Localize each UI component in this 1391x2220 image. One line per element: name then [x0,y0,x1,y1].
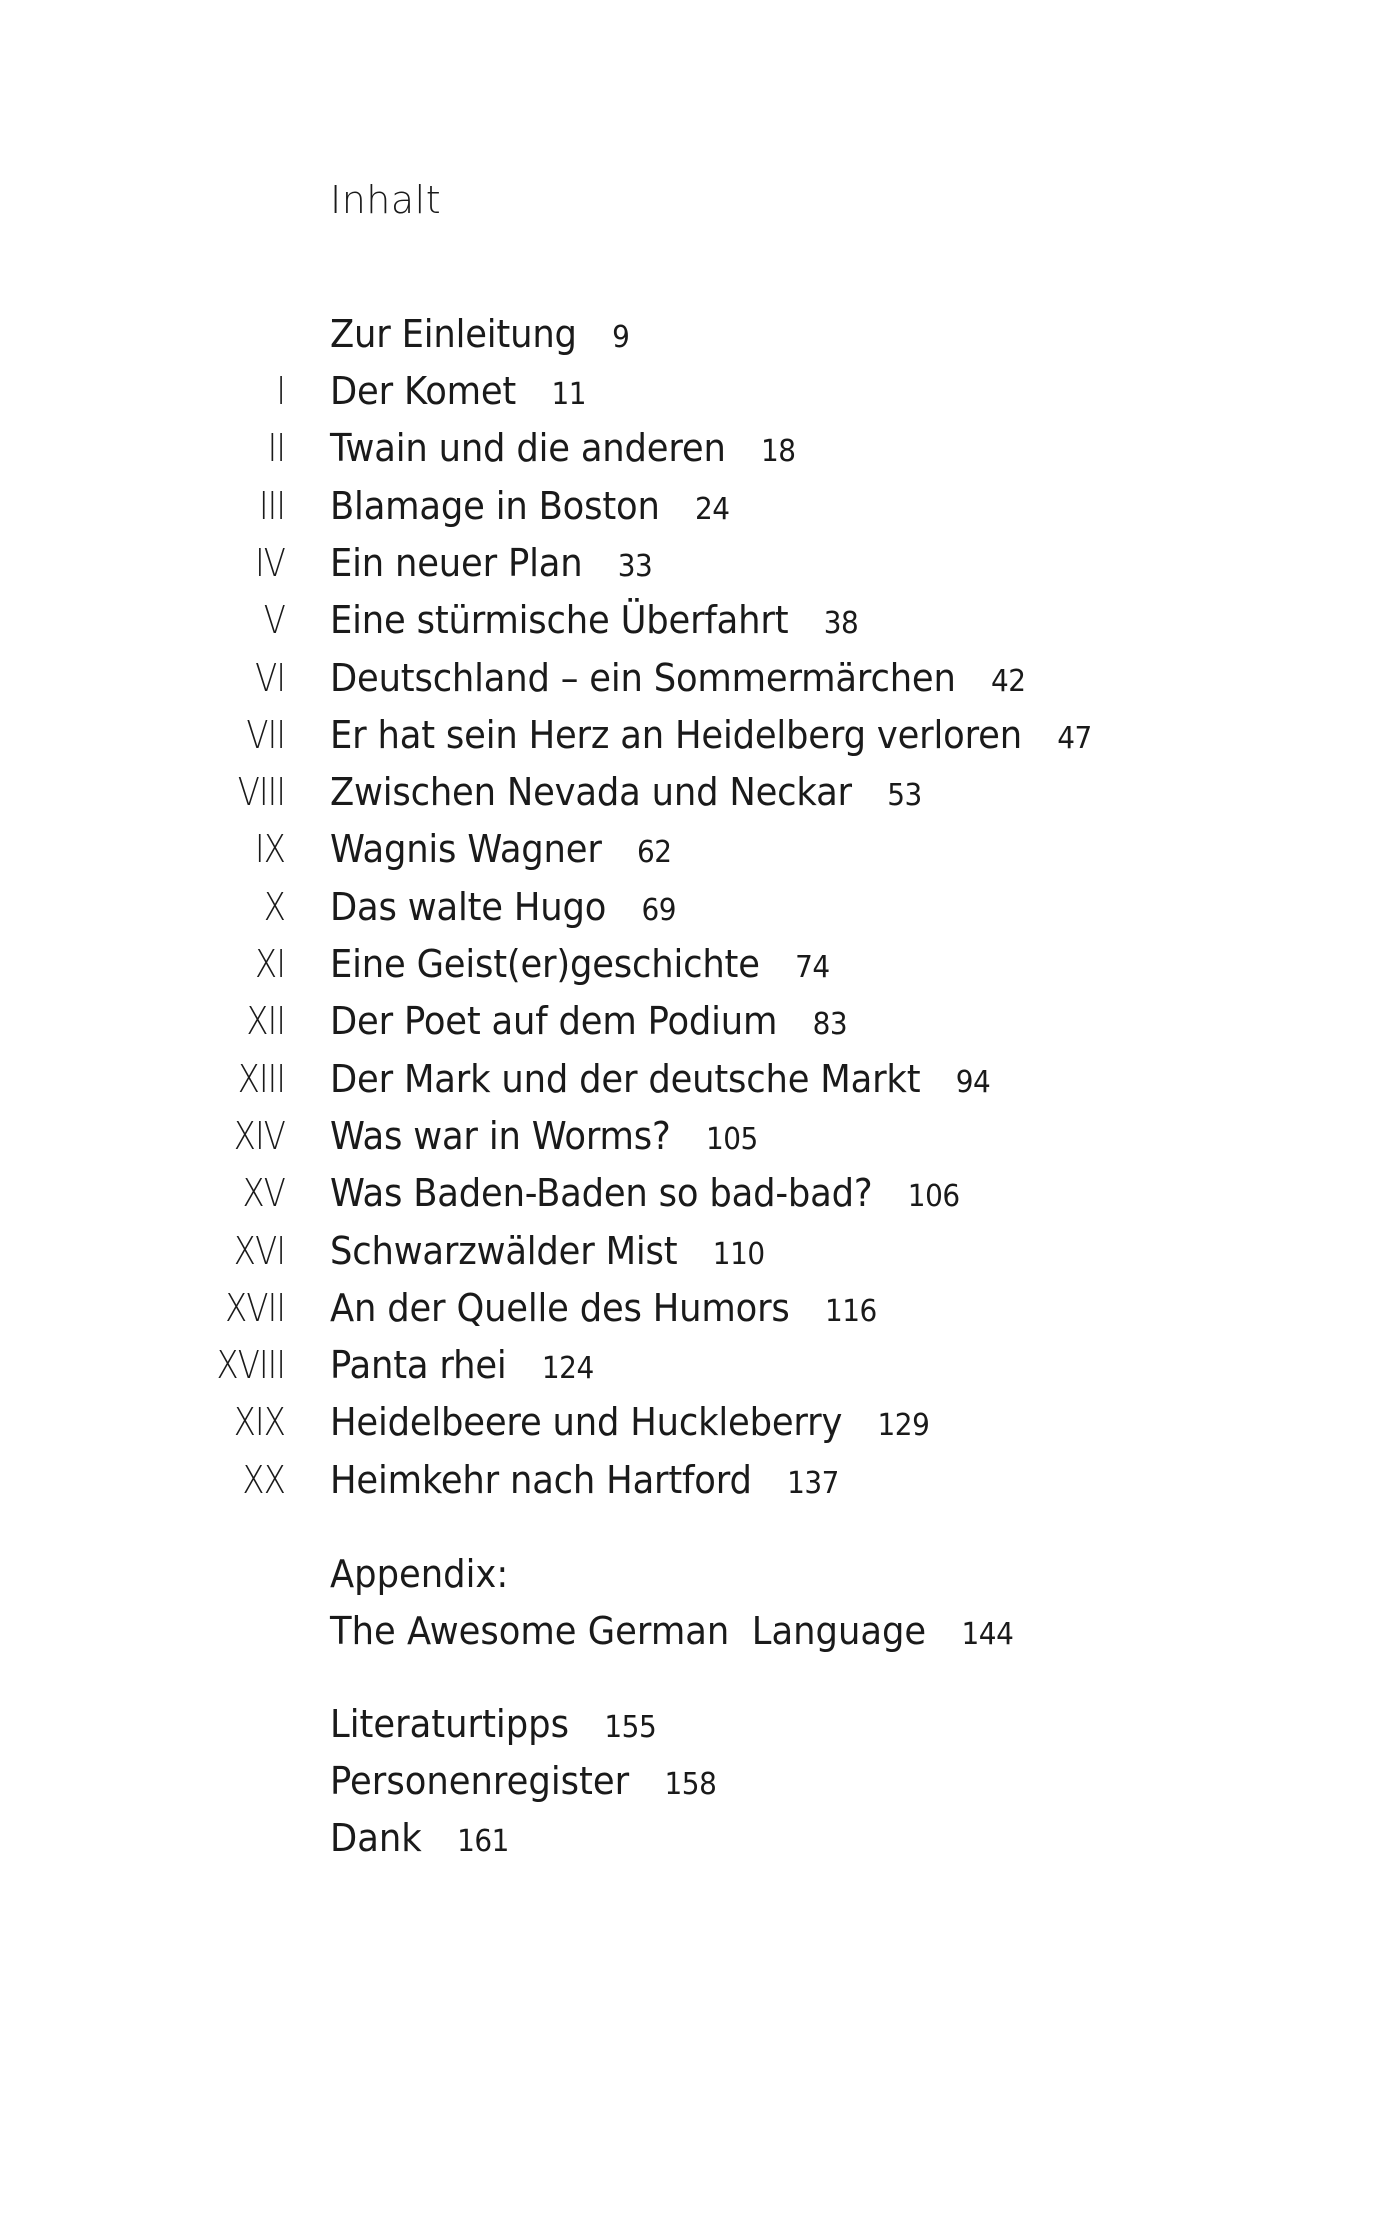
page-number: 161 [457,1824,509,1859]
chapter-numeral: VII [246,712,285,757]
entry-label: Blamage in Boston 24 [330,483,730,528]
page-number: 124 [541,1351,594,1387]
toc-entry-dank [330,1816,509,1860]
page-number: 33 [617,548,653,584]
toc-entry-chapter [0,369,1391,426]
page-number: 42 [991,663,1026,699]
entry-label: Deutschland – ein Sommermärchen 42 [330,655,1026,700]
page-number: 24 [694,491,730,527]
toc-entry-chapter [0,1229,1391,1286]
chapter-numeral: IX [255,827,285,872]
toc-entry-personenregister [330,1759,716,1803]
toc-entry-chapter [0,1057,1391,1114]
entry-label: Literaturtipps [330,1702,570,1746]
entry-label: Der Mark und der deutsche Markt 94 [330,1056,991,1101]
page-number: 158 [664,1767,717,1802]
page-number: 11 [551,377,587,412]
chapter-numeral: XV [242,1171,285,1216]
toc-entry-appendix [330,1609,1013,1653]
chapter-numeral: IV [255,540,285,585]
chapter-numeral: XIII [237,1056,285,1101]
page-number: 155 [604,1710,657,1745]
page-number: 144 [961,1617,1014,1652]
page-number: 105 [705,1121,758,1157]
entry-label: Zwischen Nevada und Neckar 53 [330,770,922,815]
toc-entry-literaturtipps [330,1702,656,1746]
chapter-numeral: VI [255,655,285,700]
toc-entry-chapter [0,541,1391,598]
toc-entry-chapter [0,598,1391,655]
page-number: 9 [612,320,630,355]
entry-label: Der Komet 11 [330,369,587,413]
page-number: 137 [787,1465,839,1501]
entry-label: Personenregister [330,1759,630,1803]
toc-entry-chapter [0,426,1391,483]
entry-label: Das walte Hugo 69 [330,884,677,929]
entry-label: Zur Einleitung 9 [330,312,630,356]
page-number: 62 [637,835,672,871]
chapter-numeral: XVII [225,1285,285,1330]
chapter-numeral: XVI [233,1228,285,1273]
page-number: 110 [712,1236,765,1272]
entry-label: The Awesome German Language [330,1609,927,1653]
entry-label: Heimkehr nach Hartford 137 [330,1457,839,1502]
page-number: 116 [824,1293,877,1329]
page-number: 69 [641,892,677,928]
entry-label: Panta rhei 124 [330,1343,594,1388]
entry-label: Wagnis Wagner 62 [330,827,672,872]
entry-label: Eine Geist(er)geschichte 74 [330,942,830,986]
chapter-numeral: XIV [233,1113,285,1158]
page-number: 106 [907,1179,960,1215]
toc-entry-chapter [0,885,1391,942]
chapter-numeral: X [263,884,285,929]
toc-entry-chapter [0,1114,1391,1171]
toc-entry-chapter [0,942,1391,999]
entry-label: An der Quelle des Humors 116 [330,1285,877,1330]
page-number: 74 [795,950,830,985]
entry-label: Der Poet auf dem Podium 83 [330,999,848,1044]
entry-label: Heidelbeere und Huckleberry 129 [330,1400,930,1445]
entry-label: Dank [330,1816,422,1860]
entry-label: Schwarzwälder Mist 110 [330,1228,765,1273]
appendix-heading: Appendix: [330,1552,509,1596]
chapter-numeral: XIX [233,1400,285,1445]
toc-entry-chapter [0,713,1391,770]
page-number: 38 [823,606,859,642]
chapter-numeral: XI [255,942,285,986]
chapter-numeral: I [276,369,285,413]
toc-entry-intro [0,312,1391,369]
page-number: 18 [760,434,796,470]
entry-label: Ein neuer Plan 33 [330,540,653,585]
page-number: 53 [887,778,922,814]
entry-label: Was Baden-Baden so bad-bad? 106 [330,1171,960,1216]
toc-entry-chapter [0,1343,1391,1400]
chapter-numeral: V [263,598,285,643]
chapter-numeral: XX [242,1457,285,1502]
chapter-numeral: II [267,426,285,471]
page-title: Inhalt [330,178,442,222]
entry-label: Twain und die anderen 18 [330,426,796,471]
page-number: 129 [877,1408,930,1444]
chapter-numeral: III [258,483,285,528]
page-number: 47 [1057,720,1092,756]
toc-entry-chapter [0,1400,1391,1457]
chapter-numeral: XVIII [216,1343,285,1388]
toc-entry-chapter [0,1171,1391,1228]
entry-label: Eine stürmische Überfahrt 38 [330,598,859,643]
toc-entry-chapter [0,656,1391,713]
entry-label: Was war in Worms? 105 [330,1113,758,1158]
toc-entry-chapter [0,770,1391,827]
page-number: 83 [812,1007,848,1043]
toc-entry-chapter [0,1458,1391,1515]
toc-entry-chapter [0,484,1391,541]
entry-label: Er hat sein Herz an Heidelberg verloren 47 [330,712,1092,757]
toc-entry-chapter [0,999,1391,1056]
page-number: 94 [955,1064,991,1100]
toc-entry-chapter [0,1286,1391,1343]
chapter-numeral: XII [246,999,285,1044]
toc-entry-chapter [0,827,1391,884]
chapter-numeral: VIII [237,770,285,815]
